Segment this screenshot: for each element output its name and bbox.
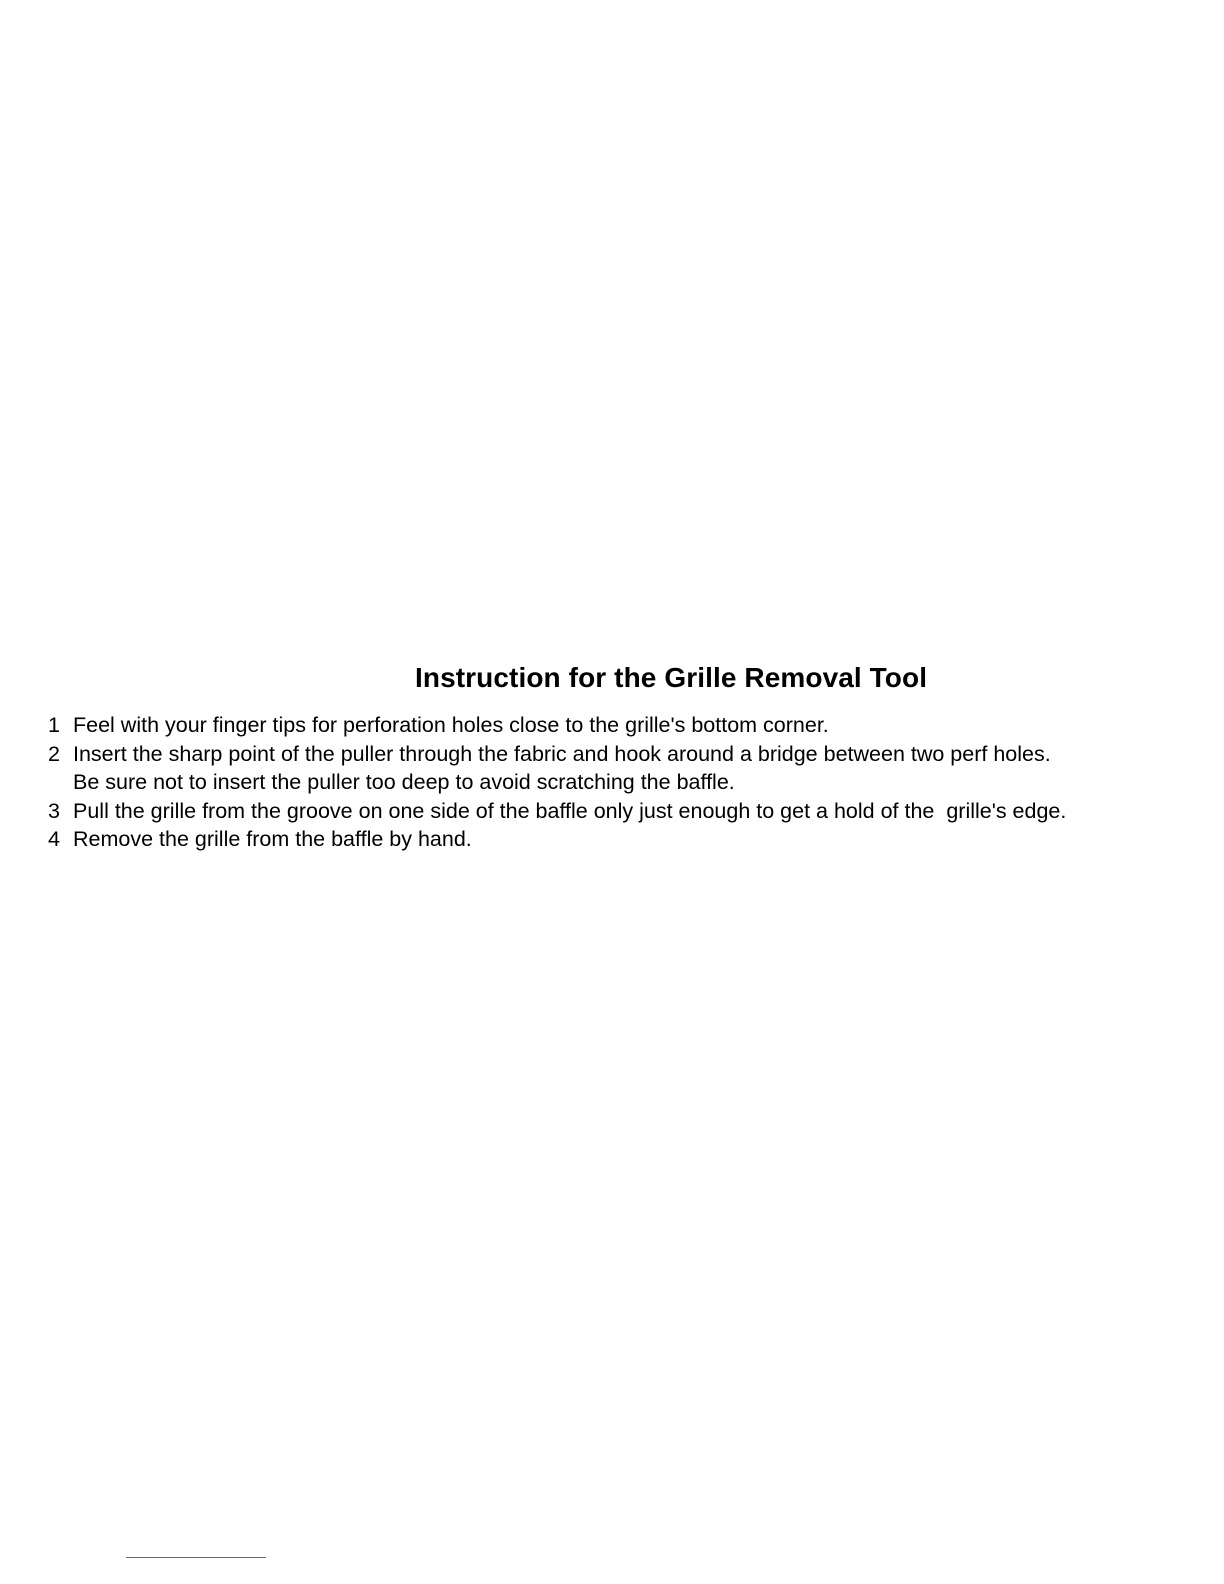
step-number: 1 (48, 713, 60, 737)
step-line: Insert the sharp point of the puller through the fabric and hook around a bridge between two perf holes. (73, 741, 1051, 766)
instruction-step-1 (48, 711, 1188, 740)
step-line: Remove the grille from the baffle by hand. (73, 827, 472, 852)
step-number: 3 (48, 798, 60, 823)
step-text (73, 740, 1051, 797)
step-text (73, 711, 829, 740)
step-number: 4 (48, 827, 60, 852)
step-text (73, 797, 1066, 826)
step-line: Feel with your finger tips for perforation holes close to the grille's bottom corner. (73, 713, 829, 737)
step-text (73, 825, 472, 854)
instruction-list (48, 711, 1188, 854)
step-line: Be sure not to insert the puller too deep to avoid scratching the baffle. (73, 770, 735, 795)
document-title: Instruction for the Grille Removal Tool (415, 662, 928, 693)
step-number: 2 (48, 741, 60, 766)
instruction-step-4 (48, 825, 1188, 854)
footer-rule (126, 1557, 266, 1558)
instruction-step-3 (48, 797, 1188, 826)
step-line: Pull the grille from the groove on one side of the baffle only just enough to get a hold of the grille's edge. (73, 798, 1067, 823)
instruction-step-2 (48, 740, 1188, 797)
